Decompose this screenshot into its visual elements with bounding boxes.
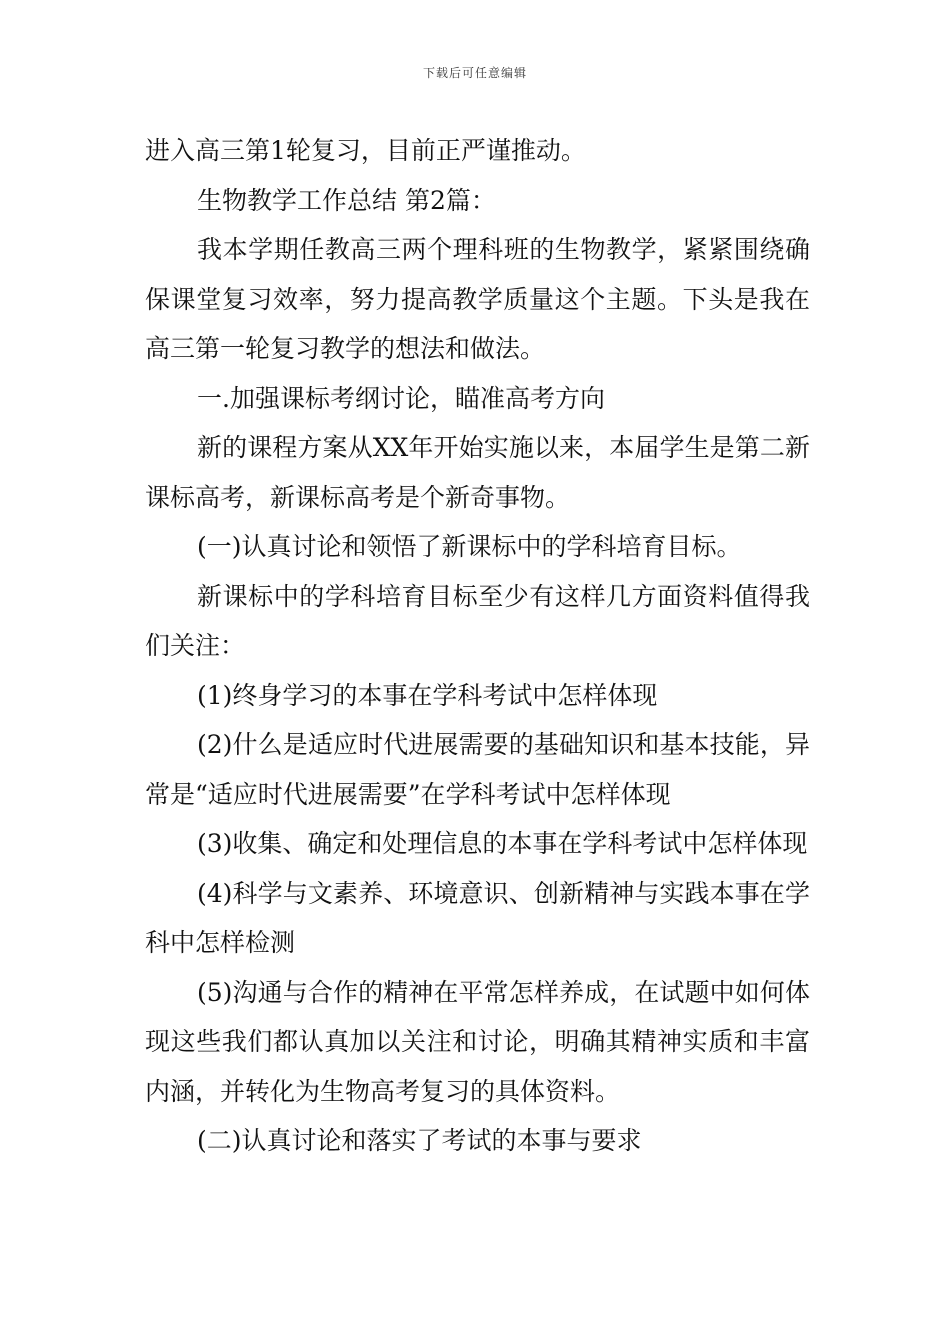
paragraph-1: 进入高三第1轮复习，目前正严谨推动。 <box>145 136 586 165</box>
list-item-1: (1)终身学习的本事在学科考试中怎样体现 <box>197 680 658 710</box>
paragraph-5: 新的课程方案从XX年开始实施以来，本届学生是第二新课标高考，新课标高考是个新奇事物。 <box>145 433 810 512</box>
paragraph-7: 新课标中的学科培育目标至少有这样几方面资料值得我们关注： <box>145 581 810 660</box>
document-body <box>145 126 810 1166</box>
page-header: 下载后可任意编辑 <box>422 66 527 80</box>
list-item-2: (2)什么是适应时代进展需要的基础知识和基本技能，异常是“适应时代进展需要”在学科考试中怎样体现 <box>145 730 810 809</box>
heading-one: 一.加强课标考纲讨论，瞄准高考方向 <box>197 383 605 413</box>
list-item-5: (5)沟通与合作的精神在平常怎样养成，在试题中如何体现这些我们都认真加以关注和讨论，明确其精神实质和丰富内涵，并转化为生物高考复习的具体资料。 <box>145 977 810 1106</box>
section-title-2: 生物教学工作总结 第2篇： <box>197 185 496 215</box>
subheading-one: (一)认真讨论和领悟了新课标中的学科培育目标。 <box>197 532 742 561</box>
paragraph-3: 我本学期任教高三两个理科班的生物教学，紧紧围绕确保课堂复习效率，努力提高教学质量这个主题。下头是我在高三第一轮复习教学的想法和做法。 <box>145 235 810 363</box>
list-item-4: (4)科学与文素养、环境意识、创新精神与实践本事在学科中怎样检测 <box>145 878 810 957</box>
subheading-two: (二)认真讨论和落实了考试的本事与要求 <box>197 1126 642 1155</box>
list-item-3: (3)收集、确定和处理信息的本事在学科考试中怎样体现 <box>197 829 808 858</box>
